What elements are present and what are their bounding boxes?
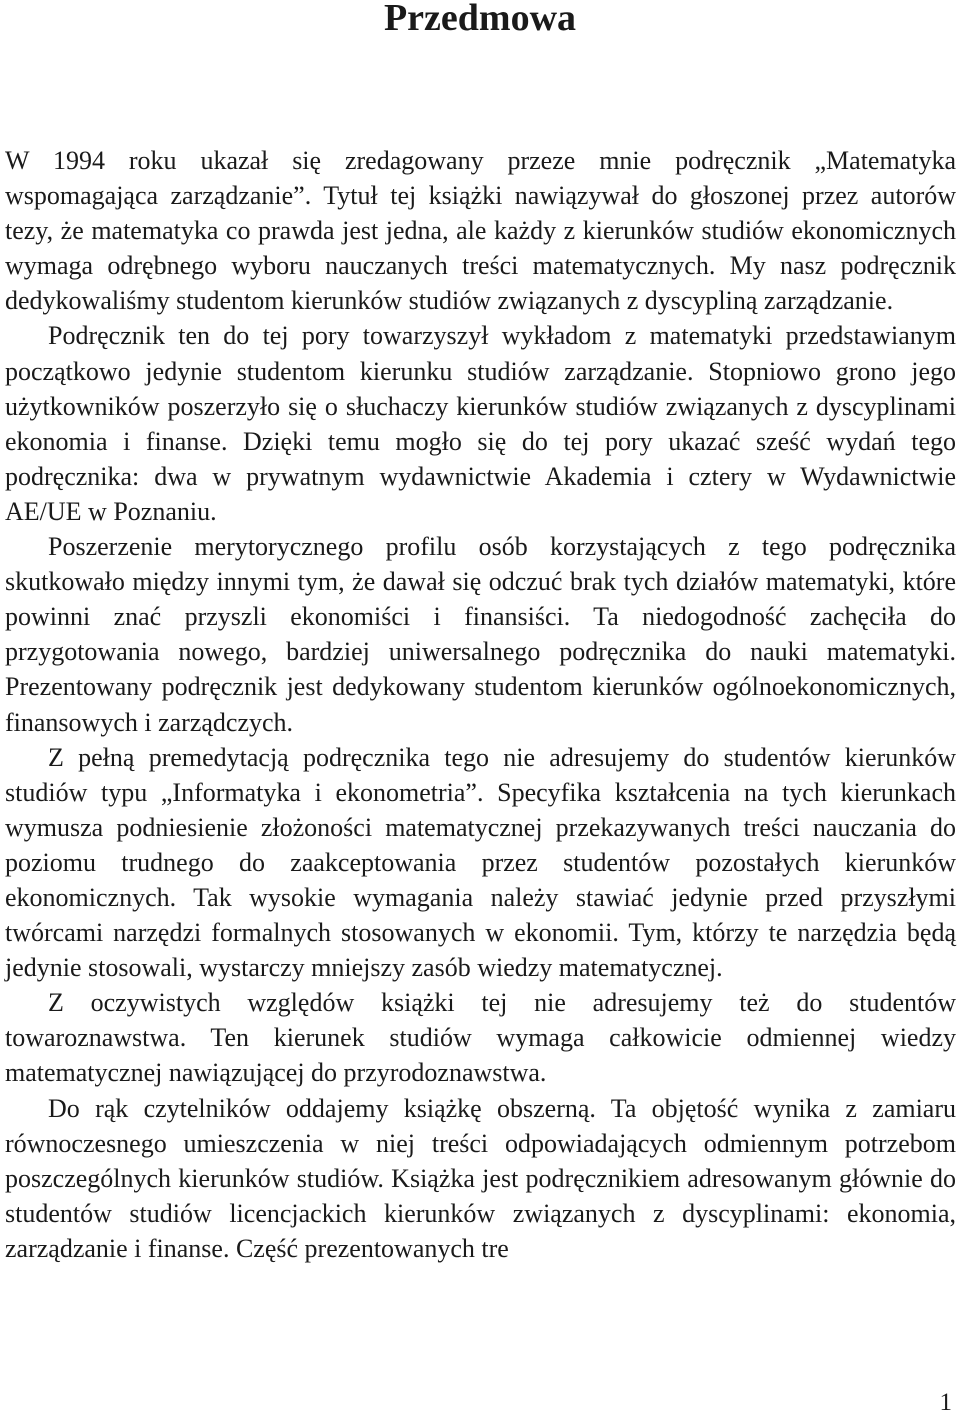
paragraph-4: Z pełną premedytacją podręcznika tego nie adresujemy do studentów kierunków studiów typu „Informatyka i ekonometria”. Specyfika kształcenia na tych kierunkach wymusza podniesienie złożoności matematycznej przekazywanych treści nauczania do poziomu trudnego do zaakceptowania przez studentów pozostałych kierunków ekonomicznych. Tak wysokie wymagania należy stawiać jedynie przed przyszłymi twórcami narzędzi formalnych stosowanych w ekonomii. Tym, którzy te narzędzia będą jedynie stosowali, wystarczy mniejszy zasób wiedzy matematycznej. [5, 742, 956, 983]
preface-body [5, 143, 956, 1266]
page-title: Przedmowa [383, 0, 577, 39]
paragraph-3: Poszerzenie merytorycznego profilu osób korzystających z tego podręcznika skutkowało między innymi tym, że dawał się odczuć brak tych działów matematyki, które powinni znać przyszli ekonomiści i finansiści. Ta niedogodność zachęciła do przygotowania nowego, bardziej uniwersalnego podręcznika do nauki matematyki. Prezentowany podręcznik jest dedykowany studentom kierunków ogólnoekonomicznych, finansowych i zarządczych. [5, 532, 956, 737]
page-number: 1 [939, 1389, 952, 1416]
paragraph-2: Podręcznik ten do tej pory towarzyszył wykładom z matematyki przedstawianym początkowo jedynie studentom kierunku studiów zarządzanie. Stopniowo grono jego użytkowników poszerzyło się o słuchaczy kierunków studiów związanych z dyscyplinami ekonomia i finanse. Dzięki temu mogło się do tej pory ukazać sześć wydań tego podręcznika: dwa w prywatnym wydawnictwie Akademia i cztery w Wydawnictwie AE/UE w Poznaniu. [5, 321, 956, 526]
paragraph-6: Do rąk czytelników oddajemy książkę obszerną. Ta objętość wynika z zamiaru równoczesnego umieszczenia w niej treści odpowiadających odmiennym potrzebom poszczególnych kierunków studiów. Książka jest podręcznikiem adresowanym głównie do studentów studiów licencjackich kierunków związanych z dyscyplinami: ekonomia, zarządzanie i finanse. Część prezentowanych tre [5, 1093, 956, 1263]
paragraph-1: W 1994 roku ukazał się zredagowany przeze mnie podręcznik „Matematyka wspomagająca zarządzanie”. Tytuł tej książki nawiązywał do głoszonej przez autorów tezy, że matematyka co prawda jest jedna, ale każdy z kierunków studiów ekonomicznych wymaga odrębnego wyboru nauczanych treści matematycznych. My nasz podręcznik dedykowaliśmy studentom kierunków studiów związanych z dyscypliną zarządzanie. [5, 146, 956, 316]
paragraph-5: Z oczywistych względów książki tej nie adresujemy też do studentów towaroznawstwa. Ten kierunek studiów wymaga całkowicie odmiennej wiedzy matematycznej nawiązującej do przyrodoznawstwa. [5, 988, 956, 1088]
